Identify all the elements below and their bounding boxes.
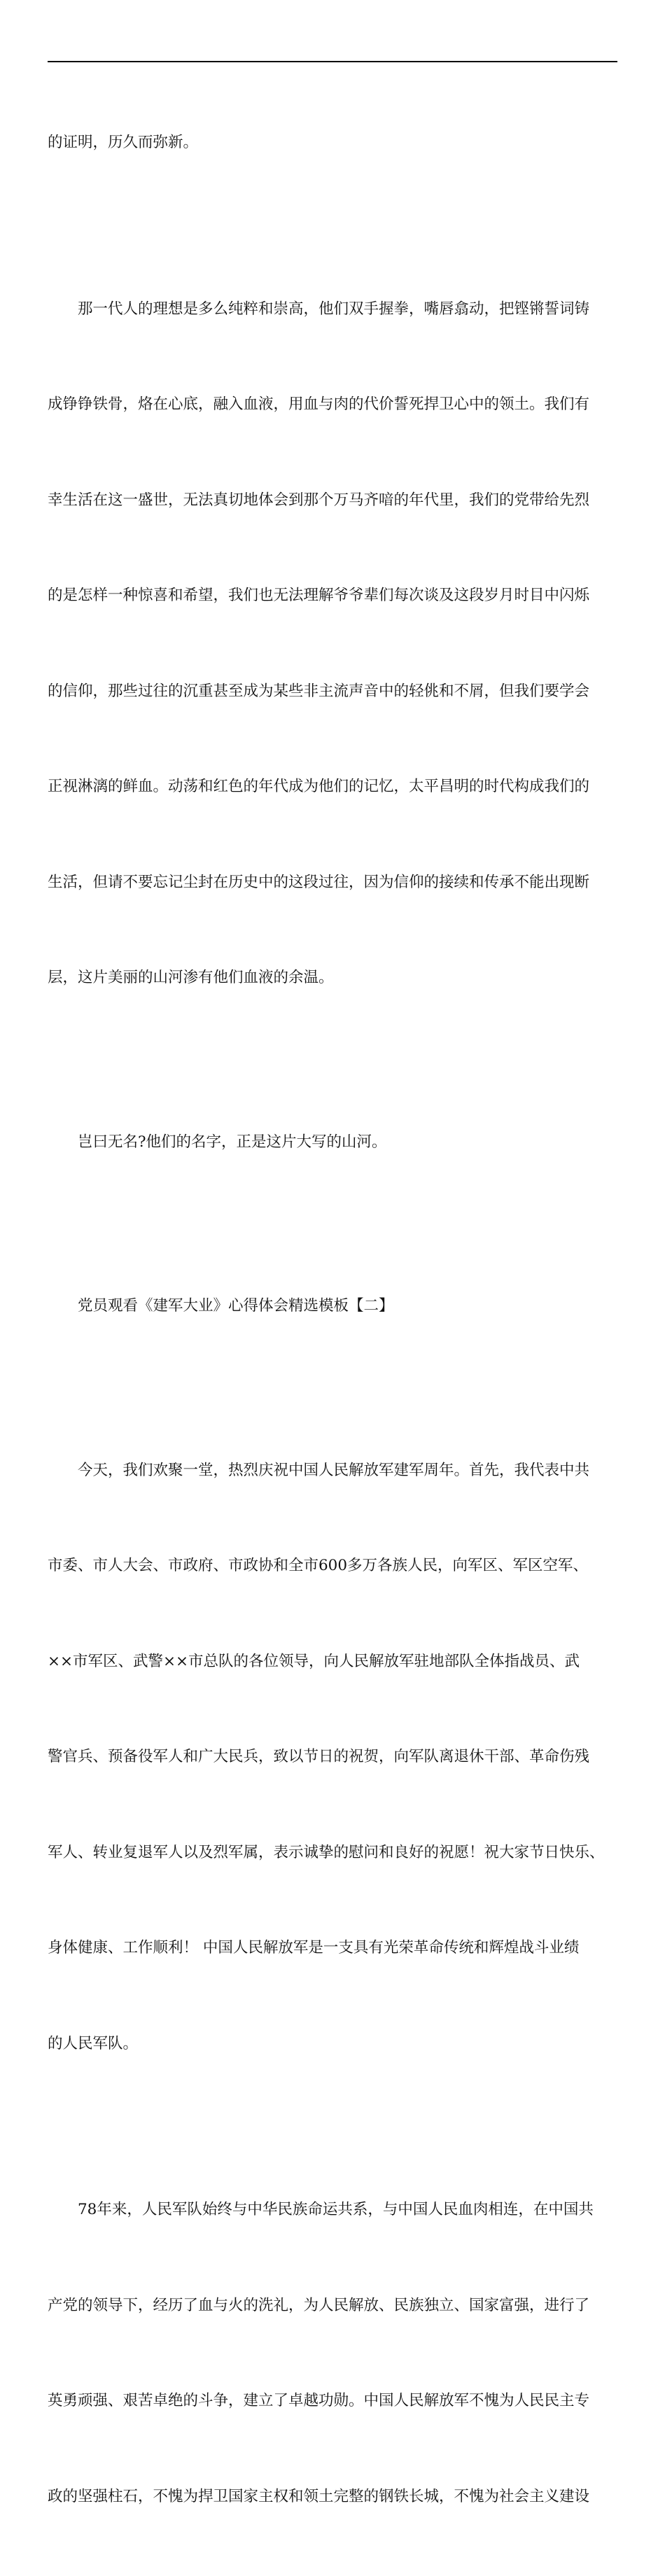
text-line: 英勇顽强、艰苦卓绝的斗争，建立了卓越功勋。中国人民解放军不愧为人民民主专 — [48, 2392, 590, 2409]
text-line: 岂曰无名?他们的名字，正是这片大写的山河。 — [78, 1133, 387, 1151]
text-line: 正视淋漓的鲜血。动荡和红色的年代成为他们的记忆，太平昌明的时代构成我们的 — [48, 778, 590, 795]
text-line: 层，这片美丽的山河渗有他们血液的余温。 — [48, 969, 334, 986]
text-line: 政的坚强柱石，不愧为捍卫国家主权和领土完整的钢铁长城，不愧为社会主义建设 — [48, 2487, 590, 2505]
paragraph-nameless — [48, 1063, 623, 1222]
header-rule — [48, 61, 617, 62]
paragraph-celebration — [48, 1391, 623, 2124]
text-line: 成铮铮铁骨，烙在心底，融入血液，用血与肉的代价誓死捍卫心中的领土。我们有 — [48, 396, 590, 413]
text-line: 军人、转业复退军人以及烈军属，表示诚挚的慰问和良好的祝愿！祝大家节日快乐、 — [48, 1843, 605, 1861]
text-line: 党员观看《建军大业》心得体会精选模板【二】 — [78, 1297, 394, 1315]
text-line: 市委、市人大会、市政府、市政协和全市600多万各族人民，向军区、军区空军、 — [48, 1557, 589, 1574]
text-line: 生活，但请不要忘记尘封在历史中的这段过往，因为信仰的接续和传承不能出现断 — [48, 873, 590, 891]
text-line: 的是怎样一种惊喜和希望，我们也无法理解爷爷辈们每次谈及这段岁月时目中闪烁 — [48, 587, 590, 604]
text-line: 身体健康、工作顺利！ 中国人民解放军是一支具有光荣革命传统和辉煌战斗业绩 — [48, 1939, 580, 1956]
paragraph-ideals — [48, 230, 623, 1058]
text-line: 的人民军队。 — [48, 2034, 139, 2052]
text-line: 今天，我们欢聚一堂，热烈庆祝中国人民解放军建军周年。首先，我代表中共 — [78, 1461, 590, 1479]
document-body — [48, 63, 623, 2576]
text-line: 幸生活在这一盛世，无法真切地体会到那个万马齐喑的年代里，我们的党带给先烈 — [48, 491, 590, 509]
text-line: 的证明，历久而弥新。 — [48, 134, 199, 151]
text-line: 那一代人的理想是多么纯粹和崇高，他们双手握拳，嘴唇翕动，把铿锵誓词铸 — [78, 300, 590, 318]
paragraph-history — [48, 2130, 623, 2576]
text-line: 产党的领导下，经历了血与火的洗礼，为人民解放、民族独立、国家富强，进行了 — [48, 2296, 590, 2314]
text-line: 78年来，人民军队始终与中华民族命运共系，与中国人民血肉相连，在中国共 — [78, 2201, 594, 2218]
text-line: 警官兵、预备役军人和广大民兵，致以节日的祝贺，向军队离退休干部、革命伤残 — [48, 1748, 590, 1765]
text-line: ××市军区、武警××市总队的各位领导，向人民解放军驻地部队全体指战员、武 — [48, 1652, 580, 1670]
paragraph-continuation — [48, 63, 623, 223]
section-heading — [48, 1226, 623, 1386]
text-line: 的信仰，那些过往的沉重甚至成为某些非主流声音中的轻佻和不屑，但我们要学会 — [48, 682, 590, 700]
